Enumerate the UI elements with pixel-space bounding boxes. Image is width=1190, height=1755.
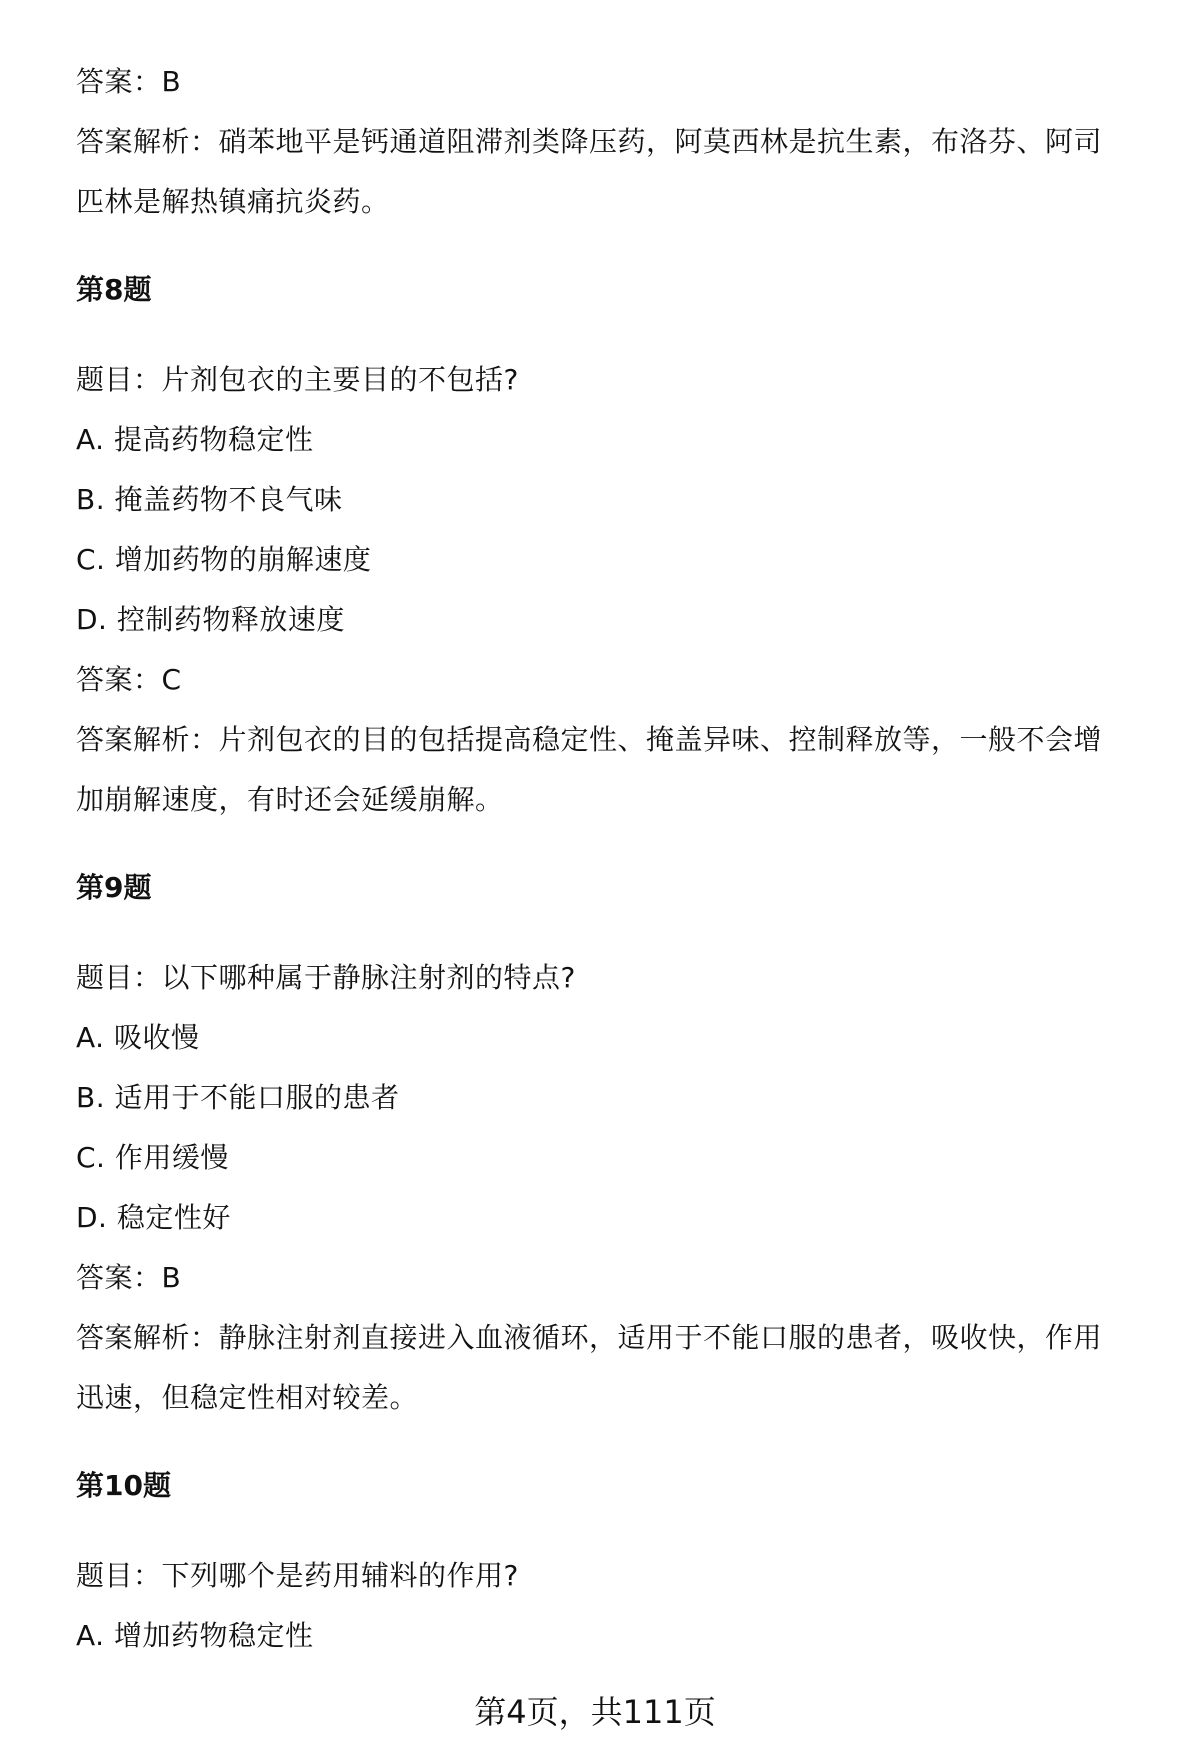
question-9-answer: 答案：B — [76, 1261, 182, 1294]
question-9-text: 题目：以下哪种属于静脉注射剂的特点? — [76, 961, 576, 994]
question-9-option-d: D. 稳定性好 — [76, 1201, 231, 1234]
question-8-heading: 第8题 — [76, 273, 152, 306]
question-9-option-c: C. 作用缓慢 — [76, 1141, 229, 1174]
question-8-explanation-line2: 加崩解速度，有时还会延缓崩解。 — [76, 783, 504, 816]
question-8-option-d: D. 控制药物释放速度 — [76, 603, 345, 636]
question-9-option-b: B. 适用于不能口服的患者 — [76, 1081, 400, 1114]
question-8-text: 题目：片剂包衣的主要目的不包括? — [76, 363, 519, 396]
page-footer: 第4页，共111页 — [474, 1693, 716, 1731]
question-9-heading: 第9题 — [76, 871, 152, 904]
question-10-heading: 第10题 — [76, 1469, 171, 1502]
question-10-option-a: A. 增加药物稳定性 — [76, 1619, 314, 1652]
question-8-answer: 答案：C — [76, 663, 182, 696]
question-8-option-c: C. 增加药物的崩解速度 — [76, 543, 372, 576]
question-9-explanation-line2: 迅速，但稳定性相对较差。 — [76, 1381, 419, 1414]
question-9-option-a: A. 吸收慢 — [76, 1021, 200, 1054]
prev-explanation-line2: 匹林是解热镇痛抗炎药。 — [76, 185, 390, 218]
prev-explanation-line1: 答案解析：硝苯地平是钙通道阻滞剂类降压药，阿莫西林是抗生素，布洛芬、阿司 — [76, 125, 1103, 158]
question-8-option-a: A. 提高药物稳定性 — [76, 423, 314, 456]
question-8-option-b: B. 掩盖药物不良气味 — [76, 483, 343, 516]
prev-answer: 答案：B — [76, 65, 182, 98]
document-body — [76, 52, 1156, 1666]
question-8-explanation-line1: 答案解析：片剂包衣的目的包括提高稳定性、掩盖异味、控制释放等，一般不会增 — [76, 723, 1103, 756]
question-10-text: 题目：下列哪个是药用辅料的作用? — [76, 1559, 519, 1592]
question-9-explanation-line1: 答案解析：静脉注射剂直接进入血液循环，适用于不能口服的患者，吸收快，作用 — [76, 1321, 1103, 1354]
